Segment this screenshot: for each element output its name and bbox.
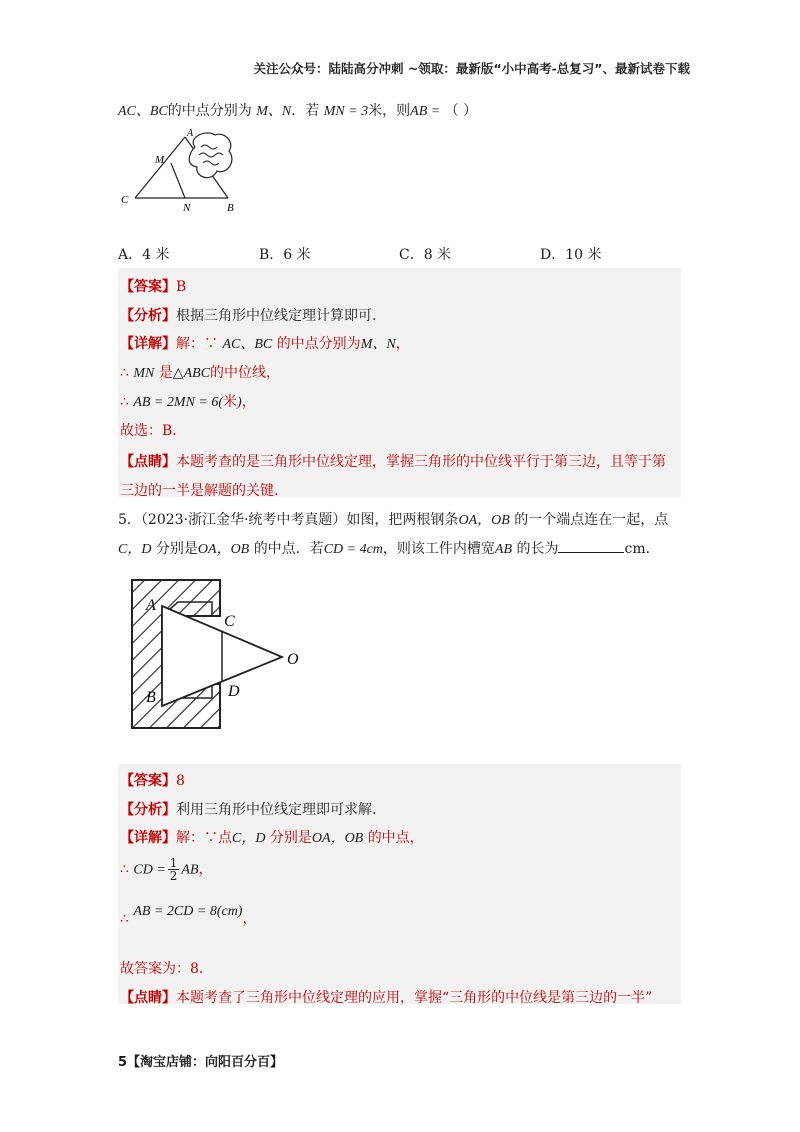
q5-detail-line1 (120, 827, 424, 847)
q4-stem-text1: 的中点分别为 (167, 103, 252, 119)
q5-stem-l2-h: 的长为 (516, 541, 559, 557)
q5-stem-line2 (118, 538, 660, 558)
q5-detail-l1-d: OA，OB (311, 831, 364, 846)
q5-analysis-tag: 【分析】 (120, 802, 176, 818)
q4-label-m: M (155, 154, 165, 166)
q5-comment-tag: 【点睛】 (120, 990, 176, 1006)
q5-label-c: C (224, 613, 235, 630)
q4-detail-l2-a: ∴ (120, 365, 129, 381)
q4-answer-tag: 【答案】 (120, 279, 176, 295)
q5-detail-line3 (120, 904, 257, 928)
q4-label-c: C (121, 194, 129, 206)
q5-stem-l2-a: C，D (118, 542, 152, 557)
q5-label-a: A (146, 597, 156, 614)
q4-stem-ac-bc: AC、BC (118, 104, 168, 119)
q4-detail-line3 (120, 391, 256, 411)
choice-b-text: 6 米 (283, 247, 311, 263)
q4-detail-tag: 【详解】 (120, 336, 176, 352)
q4-answer (120, 276, 186, 296)
q5-detail-tag: 【详解】 (120, 830, 176, 846)
q5-detail-l2-b: CD = (133, 862, 166, 878)
q4-stem-text2: ．若 (291, 103, 320, 119)
q5-stem-l2-b: 分别是 (155, 541, 198, 557)
q5-detail-line4: 故答案为：8． (120, 961, 213, 977)
q4-detail-line4: 故选：B． (120, 423, 187, 439)
q4-stem-m-n: M、N (256, 104, 292, 119)
q5-detail-l2-c: AB (181, 862, 199, 878)
q5-fraction-den: 2 (169, 869, 178, 883)
q5-stem-l1-b: OA，OB (458, 513, 510, 528)
q4-detail-l1-a: 解：∵ (176, 336, 218, 352)
q5-comment-text: 本题考查了三角形中位线定理的应用，掌握“三角形的中位线是第三边的一半” (176, 990, 653, 1006)
q5-label-d: D (228, 683, 240, 700)
q4-detail-l3-c: 米 (223, 394, 238, 410)
q5-stem-l1-c: 的一个端点连在一起，点 (514, 512, 669, 528)
q5-stem-l2-c: OA，OB (197, 542, 250, 557)
q5-answer-blank (558, 538, 624, 553)
q5-detail-l2-a: ∴ (120, 861, 129, 878)
q4-detail-l1-b: AC、BC (222, 337, 273, 352)
q4-analysis (120, 305, 376, 325)
q5-detail-l3-a: ∴ (120, 911, 129, 927)
q4-stem-paren: （ ） (444, 103, 478, 119)
q5-stem-l2-e: CD = 4cm (323, 542, 383, 557)
q5-detail-l1-b: C，D (232, 831, 266, 846)
q5-stem-l2-g: AB (494, 542, 513, 557)
q4-detail-l2-c: 是 (158, 365, 173, 381)
q4-detail-l2-b: MN (133, 366, 155, 381)
q5-stem-l2-i: cm． (624, 541, 660, 557)
q4-detail-line1 (120, 333, 410, 353)
q4-detail-l3-d: ) (237, 395, 242, 410)
choice-a-letter: A． (118, 247, 143, 263)
q5-stem-l2-d: 的中点．若 (253, 541, 324, 557)
q5-comment-line1 (120, 987, 652, 1007)
q4-comment-line1 (120, 451, 666, 471)
q5-answer-tag: 【答案】 (120, 773, 176, 789)
q5-workpiece-figure (120, 570, 320, 740)
q4-detail-l1-c: 的中点分别为 (276, 336, 361, 352)
choice-a-text: 4 米 (142, 247, 170, 263)
q5-fraction-num: 1 (169, 856, 178, 870)
choice-a (118, 244, 169, 264)
q4-analysis-tag: 【分析】 (120, 308, 176, 324)
q4-detail-line2 (120, 362, 280, 382)
q4-label-b: B (227, 202, 234, 214)
q4-triangle-figure (115, 125, 255, 220)
page-footer: 5【淘宝店铺：向阳百分百】 (118, 1055, 284, 1070)
q5-detail-l1-e: 的中点， (367, 830, 424, 846)
q5-fraction (168, 857, 180, 882)
q4-detail-l3-b: AB = 2MN = 6( (133, 395, 224, 410)
q4-comment-tag: 【点睛】 (120, 454, 176, 470)
q4-stem-mn: MN = 3 (323, 104, 369, 119)
choice-d-text: 10 米 (565, 247, 602, 263)
choice-c-text: 8 米 (423, 247, 452, 263)
choice-b (259, 244, 311, 264)
q5-detail-l3-b: AB = 2CD = 8(cm) (133, 904, 243, 919)
choice-b-letter: B． (259, 247, 284, 263)
q4-detail-l3-a: ∴ (120, 394, 129, 410)
q5-answer-value: 8 (176, 773, 185, 789)
q4-detail-l2-e: 的中位线， (210, 365, 281, 381)
page-header: 关注公众号：陆陆高分冲刺 ~领取：最新版“小中高考-总复习”、最新试卷下载 (253, 61, 690, 76)
q5-stem-l1-a: 5．（2023·浙江金华·统考中考真题）如图，把两根钢条 (118, 512, 459, 528)
q4-comment-line2: 三边的一半是解题的关键. (120, 483, 279, 499)
q4-detail-l1-e: ， (395, 336, 410, 352)
q5-stem-l2-f: ，则该工件内槽宽 (382, 541, 495, 557)
q5-stem-line1 (118, 509, 668, 529)
q4-detail-l2-d: △ABC (172, 366, 211, 381)
q4-stem-text3: 米，则 (368, 103, 411, 119)
q5-detail-l3-c: ， (242, 911, 257, 927)
choice-d (540, 244, 602, 264)
q5-analysis (120, 799, 376, 819)
q5-detail-l1-a: 解：∵点 (176, 830, 232, 846)
q4-label-a: A (187, 128, 194, 139)
choice-d-letter: D． (540, 247, 566, 263)
q4-answer-value: B (176, 279, 187, 295)
q5-label-b: B (146, 689, 156, 706)
q4-analysis-text: 根据三角形中位线定理计算即可. (176, 308, 377, 324)
q4-stem-ab: AB = (410, 104, 441, 119)
q5-detail-l1-c: 分别是 (269, 830, 312, 846)
q4-stem-line (118, 100, 477, 120)
q4-detail-l3-e: ， (241, 394, 256, 410)
choice-c (399, 244, 451, 264)
q5-detail-l2-d: ， (198, 861, 213, 878)
q5-answer (120, 770, 185, 790)
q4-comment-text1: 本题考查的是三角形中位线定理，掌握三角形的中位线平行于第三边，且等于第 (176, 454, 666, 470)
q4-detail-l1-d: M、N (360, 337, 396, 352)
q5-label-o: O (287, 651, 299, 668)
choice-c-letter: C． (399, 247, 424, 263)
q5-analysis-text: 利用三角形中位线定理即可求解. (176, 802, 377, 818)
q5-detail-line2 (120, 857, 213, 882)
q4-label-n: N (183, 202, 191, 214)
